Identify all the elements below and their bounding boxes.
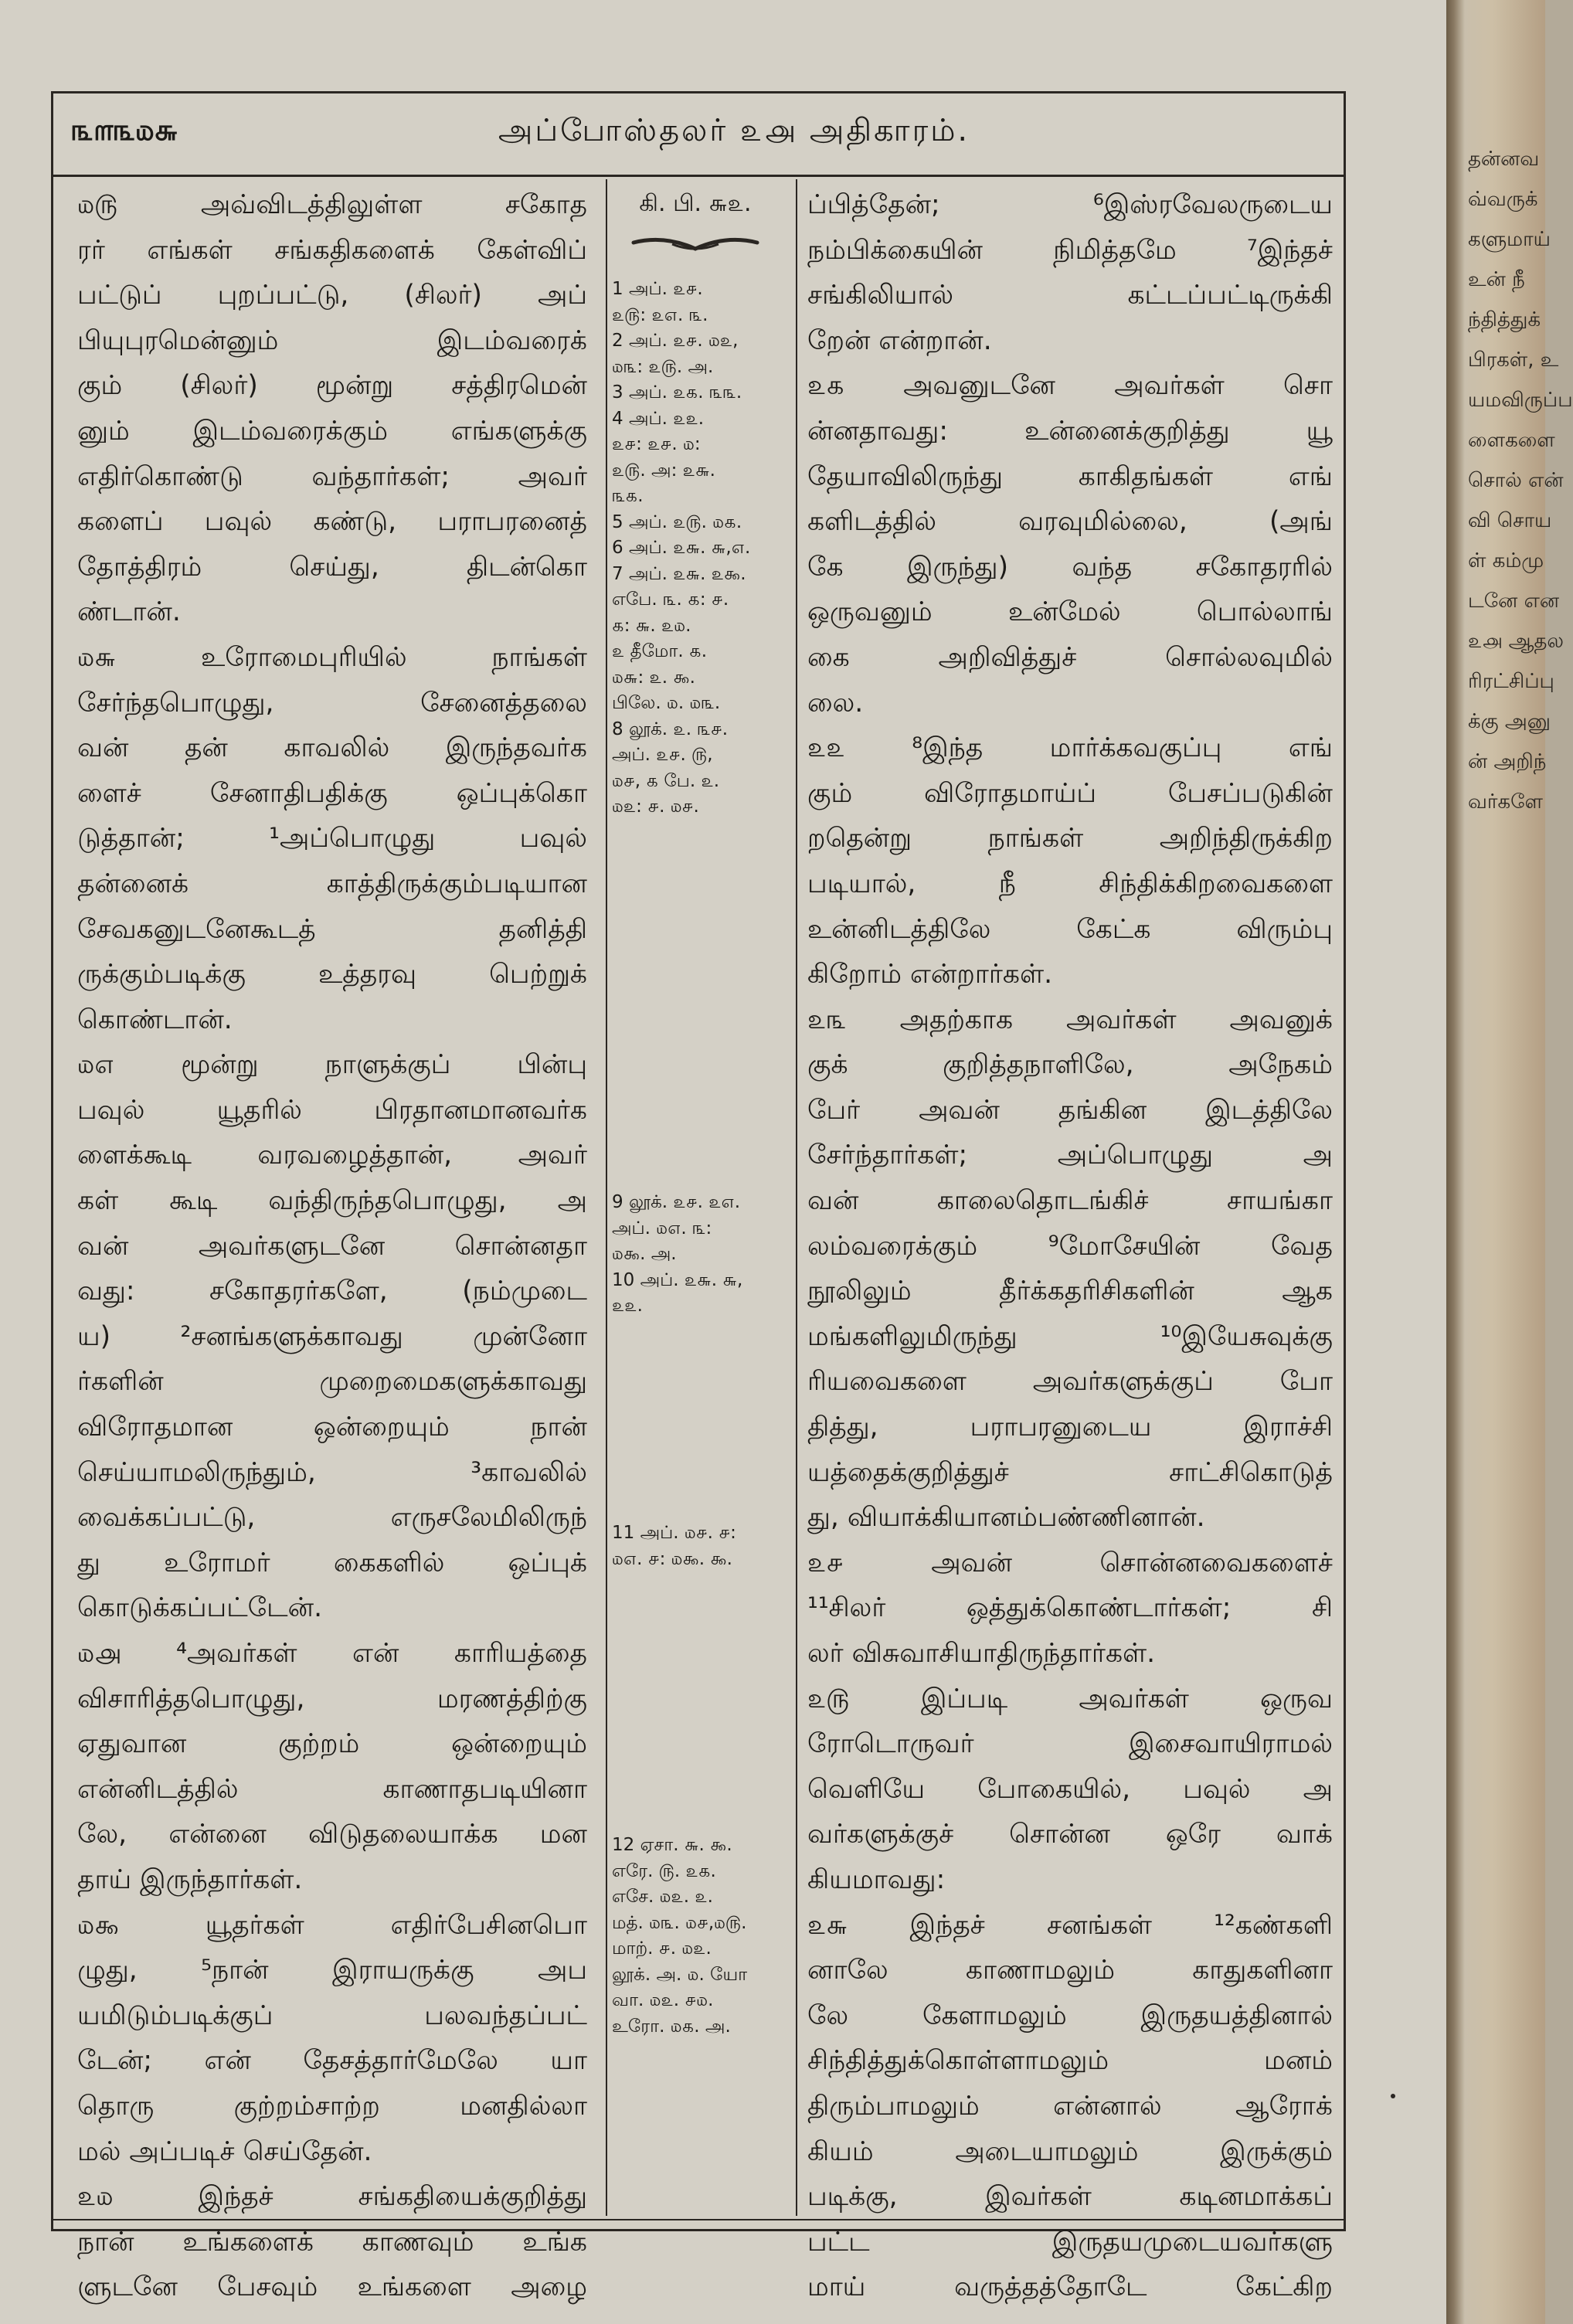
reference-line: ௨௫: ௨௭. ௩. <box>612 304 708 325</box>
text-line: மாய் வருத்தத்தோடே கேட்கிற <box>807 2271 1333 2303</box>
text-line: னும் இடம்வரைக்கும் எங்களுக்கு <box>77 415 587 447</box>
text-line: பட்டுப் புறப்பட்டு, (சிலர்) அப் <box>77 280 587 311</box>
text-line: டேன்; என் தேசத்தார்மேலே யா <box>77 2045 587 2077</box>
text-line: ஒருவனும் உன்மேல் பொல்லாங் <box>807 596 1333 628</box>
text-line: மங்களிலுமிருந்து ¹⁰இயேசுவுக்கு <box>807 1320 1333 1352</box>
text-line: ன்னதாவது: உன்னைக்குறித்து யூ <box>807 415 1333 447</box>
text-line: ப்பித்தேன்; ⁶இஸ்ரவேலருடைய <box>807 189 1333 220</box>
reference-line: அப். ௰௭. ௩: <box>612 1218 712 1238</box>
text-line: யமிடும்படிக்குப் பலவந்தப்பட் <box>77 2000 587 2031</box>
text-line: சிந்தித்துக்கொள்ளாமலும் மனம் <box>807 2045 1333 2077</box>
text-line: டுத்தான்; ¹அப்பொழுது பவுல் <box>77 823 587 855</box>
reference-line: ௨௪: ௨௪. ௰: <box>612 434 701 454</box>
reference-line: 2 அப். ௨௪. ௰௨, <box>612 331 739 351</box>
text-line: படிக்கு, இவர்கள் கடினமாக்கப் <box>807 2181 1333 2213</box>
text-line: ௨௰ இந்தச் சங்கதியைக்குறித்து <box>77 2181 587 2213</box>
adjacent-page-fragments <box>1468 139 1573 989</box>
edge-fragment: ௨௮ ஆதல <box>1468 630 1564 653</box>
text-line: ௨௨ ⁸இந்த மார்க்கவகுப்பு எங் <box>807 732 1333 764</box>
text-line: ழுது, ⁵நான் இராயருக்கு அப <box>77 1955 587 1986</box>
text-line: கியம் அடையாமலும் இருக்கும் <box>807 2135 1333 2167</box>
edge-fragment: சொல் என் <box>1468 469 1564 492</box>
text-line: ர்களின் முறைமைகளுக்காவது <box>77 1366 587 1398</box>
text-line: சங்கிலியால் கட்டப்பட்டிருக்கி <box>807 280 1333 311</box>
text-line: எதிர்கொண்டு வந்தார்கள்; அவர் <box>77 460 587 492</box>
reference-line: எரே. ௫. ௨௧. <box>612 1860 716 1881</box>
text-line: ரர் எங்கள் சங்கதிகளைக் கேள்விப் <box>77 234 587 266</box>
text-line: கள் கூடி வந்திருந்தபொழுது, அ <box>77 1185 587 1217</box>
text-line: ௨௪ அவன் சொன்னவைகளைச் <box>807 1547 1333 1578</box>
reference-line: ௰௨: ௪. ௰௪. <box>612 797 699 817</box>
reference-line: 7 அப். ௨௬. ௨௯. <box>612 563 746 584</box>
text-line: வைக்கப்பட்டு, எருசலேமிலிருந் <box>77 1502 587 1534</box>
reference-line: லூக். அ. ௰. யோ <box>612 1964 748 1985</box>
text-line: நான் உங்களைக் காணவும் உங்க <box>77 2226 587 2258</box>
edge-fragment: வி சொய <box>1468 509 1552 532</box>
reference-group <box>612 1520 794 1572</box>
reference-line: எசே. ௰௨. ௨. <box>612 1887 713 1907</box>
edge-fragment: டனே என <box>1468 589 1560 613</box>
text-line: கை அறிவித்துச் சொல்லவுமில் <box>807 641 1333 673</box>
reference-line: எபே. ௩. ௧: ௪. <box>612 589 729 610</box>
text-line: யத்தைக்குறித்துச் சாட்சிகொடுத் <box>807 1456 1333 1488</box>
text-line: பட்ட இருதயமுடையவர்களு <box>807 2226 1333 2258</box>
text-line: மல் அப்படிச் செய்தேன். <box>77 2135 372 2167</box>
page-number: ௩௱௩௰௬ <box>71 113 178 147</box>
margin-heading-year: கி. பி. ௬௨. <box>639 190 752 217</box>
text-line: லம்வரைக்கும் ⁹மோசேயின் வேத <box>807 1230 1333 1262</box>
reference-line: மத். ௰௩. ௰௪,௰௫. <box>612 1912 747 1933</box>
reference-line: 4 அப். ௨௨. <box>612 408 705 429</box>
edge-fragment: க்கு அனு <box>1468 710 1551 733</box>
paper-blemish <box>1391 2094 1395 2098</box>
text-line: ளைச் சேனாதிபதிக்கு ஒப்புக்கொ <box>77 777 587 809</box>
text-line: நூலிலும் தீர்க்கதரிசிகளின் ஆக <box>807 1276 1333 1307</box>
text-line: கே இருந்து) வந்த சகோதரரில் <box>807 551 1333 583</box>
reference-line: 6 அப். ௨௬. ௬,௭. <box>612 538 751 558</box>
text-line: பேர் அவன் தங்கின இடத்திலே <box>807 1094 1333 1126</box>
text-line: கிறோம் என்றார்கள். <box>807 959 1053 990</box>
text-line: கொண்டான். <box>77 1004 233 1035</box>
reference-line: ௰௭. ௪: ௰௯. ௯. <box>612 1548 732 1569</box>
text-line: து உரோமர் கைகளில் ஒப்புக் <box>77 1547 587 1578</box>
edge-fragment: ன் அறிந் <box>1468 750 1547 773</box>
text-line: னாலே காணாமலும் காதுகளினா <box>807 1955 1333 1986</box>
text-line: கொடுக்கப்பட்டேன். <box>77 1592 323 1624</box>
reference-line: 8 லூக். ௨. ௩௪. <box>612 719 729 739</box>
text-line: ௰௮ ⁴அவர்கள் என் காரியத்தை <box>77 1638 587 1669</box>
text-line: பியுபுரமென்னும் இடம்வரைக் <box>77 324 587 356</box>
text-line: தாய் இருந்தார்கள். <box>77 1864 303 1895</box>
text-line: ௰௬ உரோமைபுரியில் நாங்கள் <box>77 641 587 673</box>
text-line: தோத்திரம் செய்து, திடன்கொ <box>77 551 587 583</box>
text-line: ரியவைகளை அவர்களுக்குப் போ <box>807 1366 1333 1398</box>
reference-line: வா. ௰௨. ௪௰. <box>612 1990 714 2010</box>
reference-group <box>612 1190 794 1320</box>
text-line: ளைக்கூடி வரவழைத்தான், அவர் <box>77 1140 587 1171</box>
text-line: திரும்பாமலும் என்னால் ஆரோக் <box>807 2090 1333 2122</box>
text-line: றதென்று நாங்கள் அறிந்திருக்கிற <box>807 823 1333 855</box>
text-line: சேவகனுடனேகூடத் தனித்தி <box>77 913 587 945</box>
reference-group <box>612 277 794 821</box>
reference-line: ௩௧. <box>612 486 644 506</box>
text-line: குக் குறித்தநாளிலே, அநேகம் <box>807 1049 1333 1081</box>
reference-line: 5 அப். ௨௫. ௰௧. <box>612 511 742 532</box>
text-line: ருக்கும்படிக்கு உத்தரவு பெற்றுக் <box>77 959 587 990</box>
text-line: வெளியே போகையில், பவுல் அ <box>807 1773 1333 1805</box>
text-line: உன்னிடத்திலே கேட்க விரும்பு <box>807 913 1333 945</box>
text-line: கும் விரோதமாய்ப் பேசப்படுகின் <box>807 777 1333 809</box>
column-divider-left <box>606 179 607 2216</box>
text-line: வது: சகோதரர்களே, (நம்முடை <box>77 1276 587 1307</box>
reference-line: ௰௪, ௧ பே. ௨. <box>612 770 720 791</box>
text-line: ௰௫ அவ்விடத்திலுள்ள சகோத <box>77 189 587 220</box>
reference-line: 12 ஏசா. ௬. ௯. <box>612 1835 732 1855</box>
text-line: கும் (சிலர்) மூன்று சத்திரமென் <box>77 370 587 402</box>
text-line: ௨௩ அதற்காக அவர்கள் அவனுக் <box>807 1004 1333 1035</box>
text-line: து, வியாக்கியானம்பண்ணினான். <box>807 1502 1205 1534</box>
text-line: ௨௬ இந்தச் சனங்கள் ¹²கண்களி <box>807 1909 1333 1941</box>
edge-fragment: உன் நீ <box>1468 268 1525 291</box>
edge-fragment: வர்களே <box>1468 790 1544 814</box>
reference-line: ௰௩: ௨௫. அ. <box>612 356 714 377</box>
text-line: தன்னைக் காத்திருக்கும்படியான <box>77 868 587 899</box>
left-text-column <box>77 182 587 2310</box>
text-line: ளுடனே பேசவும் உங்களை அழை <box>77 2271 587 2303</box>
ornamental-flourish <box>618 229 773 260</box>
reference-line: அப். ௨௪. ௫, <box>612 745 713 765</box>
reference-group <box>612 1833 794 2040</box>
text-line: லர் விசுவாசியாதிருந்தார்கள். <box>807 1638 1156 1669</box>
text-line: செய்யாமலிருந்தும், ³காவலில் <box>77 1456 587 1488</box>
text-line: லே, என்னை விடுதலையாக்க மன <box>77 1819 587 1850</box>
text-line: படியால், நீ சிந்திக்கிறவைகளை <box>807 868 1333 899</box>
edge-fragment: வ்வருக் <box>1468 188 1538 211</box>
edge-fragment: ளைகளை <box>1468 429 1555 452</box>
reference-line: ௨௫. அ: ௨௬. <box>612 460 715 481</box>
edge-fragment: களுமாய் <box>1468 228 1551 251</box>
text-line: விசாரித்தபொழுது, மரணத்திற்கு <box>77 1683 587 1714</box>
text-line: விரோதமான ஒன்றையும் நான் <box>77 1412 587 1443</box>
header-rule <box>51 175 1346 177</box>
text-line: ௰௭ மூன்று நாளுக்குப் பின்பு <box>77 1049 587 1081</box>
reference-line: பிலே. ௰. ௰௩. <box>612 693 721 713</box>
reference-line: மாற். ௪. ௰௨. <box>612 1938 712 1959</box>
text-line: வர்களுக்குச் சொன்ன ஒரே வாக் <box>807 1819 1333 1850</box>
text-line: ய) ²சனங்களுக்காவது முன்னோ <box>77 1320 587 1352</box>
text-line: வன் காலைதொடங்கிச் சாயங்கா <box>807 1185 1333 1217</box>
text-line: ரோடொருவர் இசைவாயிராமல் <box>807 1728 1333 1760</box>
text-line: ௨௧ அவனுடனே அவர்கள் சொ <box>807 370 1333 402</box>
text-line: பவுல் யூதரில் பிரதானமானவர்க <box>77 1094 587 1126</box>
text-line: ௰௯ யூதர்கள் எதிர்பேசினபொ <box>77 1909 587 1941</box>
reference-line: ௧: ௬. ௨௰. <box>612 615 691 636</box>
text-line: கியமாவது: <box>807 1864 946 1895</box>
text-line: தேயாவிலிருந்து காகிதங்கள் எங் <box>807 460 1333 492</box>
text-line: சேர்ந்தபொழுது, சேனைத்தலை <box>77 687 587 719</box>
text-line: ண்டான். <box>77 596 181 628</box>
reference-line: ௰௯. அ. <box>612 1244 677 1264</box>
reference-line: ௨ தீமோ. ௧. <box>612 641 708 661</box>
column-divider-right <box>796 179 797 2216</box>
text-line: றேன் என்றான். <box>807 324 992 356</box>
right-text-column <box>807 182 1333 2310</box>
text-line: வன் அவர்களுடனே சொன்னதா <box>77 1230 587 1262</box>
reference-line: ௨௨. <box>612 1296 643 1316</box>
edge-fragment: தன்னவ <box>1468 148 1540 171</box>
reference-line: 1 அப். ௨௪. <box>612 279 703 299</box>
edge-fragment: ரிரட்சிப்பு <box>1468 670 1554 693</box>
text-line: களைப் பவுல் கண்டு, பராபரனைத் <box>77 506 587 538</box>
reference-line: 9 லூக். ௨௪. ௨௭. <box>612 1192 741 1212</box>
text-line: நம்பிக்கையின் நிமித்தமே ⁷இந்தச் <box>807 234 1333 266</box>
edge-fragment: ந்தித்துக் <box>1468 308 1541 331</box>
text-line: தித்து, பராபரனுடைய இராச்சி <box>807 1412 1333 1443</box>
text-line: தொரு குற்றம்சாற்ற மனதில்லா <box>77 2090 587 2122</box>
reference-line: உரோ. ௰௧. அ. <box>612 2016 731 2037</box>
text-line: என்னிடத்தில் காணாதபடியினா <box>77 1773 587 1805</box>
text-line: ௨௫ இப்படி அவர்கள் ஒருவ <box>807 1683 1333 1714</box>
text-line: ¹¹சிலர் ஒத்துக்கொண்டார்கள்; சி <box>807 1592 1333 1624</box>
reference-line: ௰௬: ௨. ௯. <box>612 667 695 688</box>
text-line: லே கேளாமலும் இருதயத்தினால் <box>807 2000 1333 2031</box>
edge-fragment: பிரகள், உ <box>1468 348 1559 372</box>
text-line: வன் தன் காவலில் இருந்தவர்க <box>77 732 587 764</box>
reference-line: 3 அப். ௨௧. ௩௩. <box>612 382 742 403</box>
running-head: அப்போஸ்தலர் ௨௮ அதிகாரம். <box>498 113 970 148</box>
edge-fragment: ள் கம்மு <box>1468 549 1544 573</box>
text-line: சேர்ந்தார்கள்; அப்பொழுது அ <box>807 1140 1333 1171</box>
text-line: களிடத்தில் வரவுமில்லை, (அங் <box>807 506 1333 538</box>
reference-line: 10 அப். ௨௬. ௬, <box>612 1269 743 1290</box>
text-line: லை. <box>807 687 864 719</box>
reference-line: 11 அப். ௰௪. ௪: <box>612 1523 736 1543</box>
edge-fragment: யமவிருப்ப <box>1468 389 1573 412</box>
text-line: ஏதுவான குற்றம் ஒன்றையும் <box>77 1728 587 1760</box>
